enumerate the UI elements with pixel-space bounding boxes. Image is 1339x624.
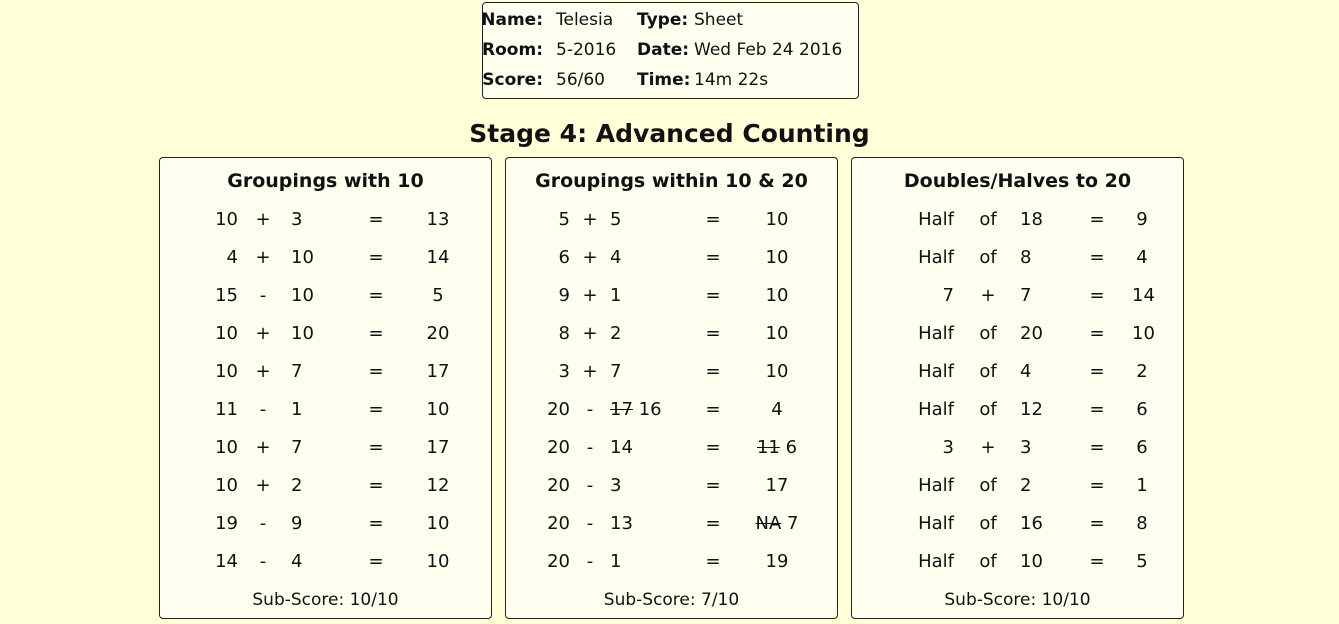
- problem-row: [506, 548, 837, 586]
- operator: +: [582, 285, 598, 306]
- equals-sign: =: [1089, 323, 1105, 344]
- operand-a: 20: [547, 437, 570, 458]
- equals-sign: =: [705, 513, 721, 534]
- answer: 10: [765, 247, 789, 268]
- operand-b: 1: [610, 285, 622, 306]
- problem-row: [852, 244, 1183, 282]
- problem-row: [160, 472, 491, 510]
- operand-b: 16: [1020, 513, 1043, 534]
- problem-row: [506, 320, 837, 358]
- answer: 9: [1136, 209, 1148, 230]
- page-title: Stage 4: Advanced Counting: [469, 119, 870, 148]
- operand-a: Half: [918, 247, 954, 268]
- answer: 10: [765, 285, 789, 306]
- operand-b: 20: [1020, 323, 1043, 344]
- panel-title: Groupings within 10 & 20: [535, 170, 808, 192]
- crossed-out-answer: NA: [755, 513, 782, 534]
- equals-sign: =: [1089, 437, 1105, 458]
- equals-sign: =: [368, 437, 384, 458]
- operand-a: 10: [215, 437, 238, 458]
- operator: of: [979, 399, 997, 420]
- problem-row: [160, 434, 491, 472]
- operand-b: 7: [291, 361, 303, 382]
- equals-sign: =: [705, 437, 721, 458]
- date-label: Date:: [637, 40, 690, 60]
- operator: of: [979, 513, 997, 534]
- corrected-answer: 7: [781, 513, 799, 534]
- operand-b: 4: [291, 551, 303, 572]
- equals-sign: =: [1089, 475, 1105, 496]
- answer: 14: [426, 247, 450, 268]
- operand-b: 3: [610, 475, 622, 496]
- info-row-room: [483, 40, 858, 64]
- room-label: Room:: [482, 40, 543, 60]
- problem-row: [852, 396, 1183, 434]
- problem-row: [160, 358, 491, 396]
- type-label: Type:: [637, 10, 689, 30]
- operator: +: [980, 437, 996, 458]
- problem-row: [160, 282, 491, 320]
- problem-row: [852, 510, 1183, 548]
- problem-row: [160, 510, 491, 548]
- equals-sign: =: [368, 513, 384, 534]
- operator: +: [255, 475, 271, 496]
- problem-row: [506, 434, 837, 472]
- equals-sign: =: [705, 247, 721, 268]
- operand-a: 10: [215, 323, 238, 344]
- problem-row: [506, 206, 837, 244]
- operator: -: [259, 513, 267, 534]
- equals-sign: =: [705, 361, 721, 382]
- equals-sign: =: [1089, 399, 1105, 420]
- answer: 10: [426, 513, 450, 534]
- equals-sign: =: [368, 209, 384, 230]
- operand-b: 9: [291, 513, 303, 534]
- answer: 17: [426, 361, 450, 382]
- crossed-out-answer: 17: [610, 399, 633, 420]
- operand-b: 5: [610, 209, 622, 230]
- operator: -: [586, 551, 594, 572]
- operand-b: 2: [1020, 475, 1032, 496]
- operand-a: 20: [547, 399, 570, 420]
- equals-sign: =: [1089, 361, 1105, 382]
- info-row-score: [483, 70, 858, 94]
- problem-row: [852, 320, 1183, 358]
- date-value: Wed Feb 24 2016: [694, 40, 843, 60]
- problem-row: [506, 244, 837, 282]
- panel-groupings-with-10: [159, 157, 492, 619]
- operand-b: 3: [1020, 437, 1032, 458]
- operand-b: 4: [1020, 361, 1032, 382]
- operand-a: 20: [547, 475, 570, 496]
- type-value: Sheet: [694, 10, 744, 30]
- answer: 10: [426, 399, 450, 420]
- answer: 14: [1132, 285, 1155, 306]
- score-label: Score:: [482, 70, 543, 90]
- problem-row: [160, 548, 491, 586]
- equals-sign: =: [1089, 247, 1105, 268]
- sub-score: Sub-Score: 10/10: [252, 590, 399, 610]
- problem-row: [852, 358, 1183, 396]
- operator: +: [255, 323, 271, 344]
- operand-b: 10: [291, 323, 314, 344]
- panel-title: Groupings with 10: [227, 170, 424, 192]
- operand-b: 10: [1020, 551, 1043, 572]
- operand-a: Half: [918, 475, 954, 496]
- operand-b: 14: [610, 437, 633, 458]
- operator: -: [586, 513, 594, 534]
- operator: of: [979, 247, 997, 268]
- name-value: Telesia: [556, 10, 614, 30]
- answer: 17: [765, 475, 789, 496]
- corrected-answer: 6: [779, 437, 798, 458]
- answer: 4: [1136, 247, 1148, 268]
- problem-row: [852, 206, 1183, 244]
- operand-a: 7: [942, 285, 954, 306]
- problem-row: [506, 358, 837, 396]
- operator: -: [259, 285, 267, 306]
- problem-row: [852, 282, 1183, 320]
- info-box: [482, 2, 859, 99]
- panel-title: Doubles/Halves to 20: [903, 170, 1132, 192]
- operand-a: Half: [918, 551, 954, 572]
- operator: +: [582, 361, 598, 382]
- equals-sign: =: [368, 361, 384, 382]
- operator: -: [586, 475, 594, 496]
- operand-b: 10: [291, 285, 314, 306]
- operand-a: 10: [215, 475, 238, 496]
- operand-a: Half: [918, 323, 954, 344]
- answer: 6: [1136, 437, 1148, 458]
- operator: of: [979, 361, 997, 382]
- equals-sign: =: [1089, 285, 1105, 306]
- operand-a: 14: [215, 551, 238, 572]
- answer: 10: [765, 209, 789, 230]
- operator: +: [582, 247, 598, 268]
- operand-b: 2: [291, 475, 303, 496]
- problem-row: [506, 510, 837, 548]
- answer: 8: [1136, 513, 1148, 534]
- operand-a: Half: [918, 399, 954, 420]
- problem-row: [852, 548, 1183, 586]
- time-value: 14m 22s: [694, 70, 769, 90]
- sub-score: Sub-Score: 10/10: [944, 590, 1091, 610]
- operand-b: 1: [610, 551, 622, 572]
- operator: of: [979, 323, 997, 344]
- operator: +: [980, 285, 996, 306]
- answer: 10: [765, 361, 789, 382]
- equals-sign: =: [705, 551, 721, 572]
- operator: +: [582, 323, 598, 344]
- operand-b: 12: [1020, 399, 1043, 420]
- answer: 4: [771, 399, 783, 420]
- operand-b: 2: [610, 323, 622, 344]
- corrected-answer: 16: [632, 399, 662, 420]
- operand-a: Half: [918, 209, 954, 230]
- operand-a: 15: [215, 285, 238, 306]
- operand-b: 7: [291, 437, 303, 458]
- answer: [747, 510, 807, 538]
- operand-a: 6: [558, 247, 570, 268]
- operand-a: Half: [918, 361, 954, 382]
- operator: -: [586, 399, 594, 420]
- sub-score: Sub-Score: 7/10: [603, 590, 740, 610]
- operand-a: 10: [215, 209, 238, 230]
- problem-row: [852, 434, 1183, 472]
- operator: of: [979, 551, 997, 572]
- answer: 2: [1136, 361, 1148, 382]
- answer: 10: [426, 551, 450, 572]
- operand-b: 18: [1020, 209, 1043, 230]
- equals-sign: =: [1089, 513, 1105, 534]
- operand-a: 5: [558, 209, 570, 230]
- operand-b: 7: [1020, 285, 1032, 306]
- equals-sign: =: [705, 475, 721, 496]
- problem-row: [506, 282, 837, 320]
- answer: [747, 434, 807, 462]
- equals-sign: =: [368, 247, 384, 268]
- operand-a: 20: [547, 513, 570, 534]
- problem-row: [160, 320, 491, 358]
- equals-sign: =: [368, 399, 384, 420]
- operand-a: 10: [215, 361, 238, 382]
- equals-sign: =: [368, 285, 384, 306]
- answer: 5: [1136, 551, 1148, 572]
- operator: +: [255, 247, 271, 268]
- operand-a: 3: [942, 437, 954, 458]
- operand-a: 9: [558, 285, 570, 306]
- problem-row: [160, 206, 491, 244]
- answer: 1: [1136, 475, 1148, 496]
- equals-sign: =: [368, 323, 384, 344]
- operator: +: [582, 209, 598, 230]
- problem-row: [160, 244, 491, 282]
- operand-a: 4: [226, 247, 238, 268]
- answer: 17: [426, 437, 450, 458]
- answer: 19: [765, 551, 789, 572]
- equals-sign: =: [1089, 209, 1105, 230]
- equals-sign: =: [368, 551, 384, 572]
- answer: 13: [426, 209, 450, 230]
- operator: -: [259, 399, 267, 420]
- equals-sign: =: [368, 475, 384, 496]
- operand-a: 11: [215, 399, 238, 420]
- operator: -: [586, 437, 594, 458]
- operator: +: [255, 361, 271, 382]
- answer: 5: [432, 285, 444, 306]
- problem-row: [506, 472, 837, 510]
- score-value: 56/60: [556, 70, 605, 90]
- problem-row: [852, 472, 1183, 510]
- room-value: 5-2016: [556, 40, 617, 60]
- name-label: Name:: [481, 10, 543, 30]
- equals-sign: =: [705, 209, 721, 230]
- answer: 10: [1132, 323, 1155, 344]
- equals-sign: =: [705, 399, 721, 420]
- equals-sign: =: [705, 323, 721, 344]
- time-label: Time:: [637, 70, 691, 90]
- operator: +: [255, 437, 271, 458]
- answer: 20: [426, 323, 450, 344]
- info-row-name: [483, 10, 858, 34]
- operand-a: Half: [918, 513, 954, 534]
- answer: 10: [765, 323, 789, 344]
- crossed-out-answer: 11: [756, 437, 780, 458]
- answer: 6: [1136, 399, 1148, 420]
- answer: 12: [426, 475, 450, 496]
- operand-b: 8: [1020, 247, 1032, 268]
- equals-sign: =: [705, 285, 721, 306]
- operand-b: 7: [610, 361, 622, 382]
- operand-a: 19: [215, 513, 238, 534]
- operand-b: [610, 396, 670, 424]
- operand-a: 3: [558, 361, 570, 382]
- operator: of: [979, 475, 997, 496]
- equals-sign: =: [1089, 551, 1105, 572]
- operand-a: 8: [558, 323, 570, 344]
- operand-b: 4: [610, 247, 622, 268]
- operand-b: 1: [291, 399, 303, 420]
- panel-groupings-within-10-20: [505, 157, 838, 619]
- operand-b: 10: [291, 247, 314, 268]
- operator: of: [979, 209, 997, 230]
- operand-b: 13: [610, 513, 633, 534]
- panel-doubles-halves: [851, 157, 1184, 619]
- operator: +: [255, 209, 271, 230]
- problem-row: [160, 396, 491, 434]
- operand-b: 3: [291, 209, 303, 230]
- operand-a: 20: [547, 551, 570, 572]
- operator: -: [259, 551, 267, 572]
- problem-row: [506, 396, 837, 434]
